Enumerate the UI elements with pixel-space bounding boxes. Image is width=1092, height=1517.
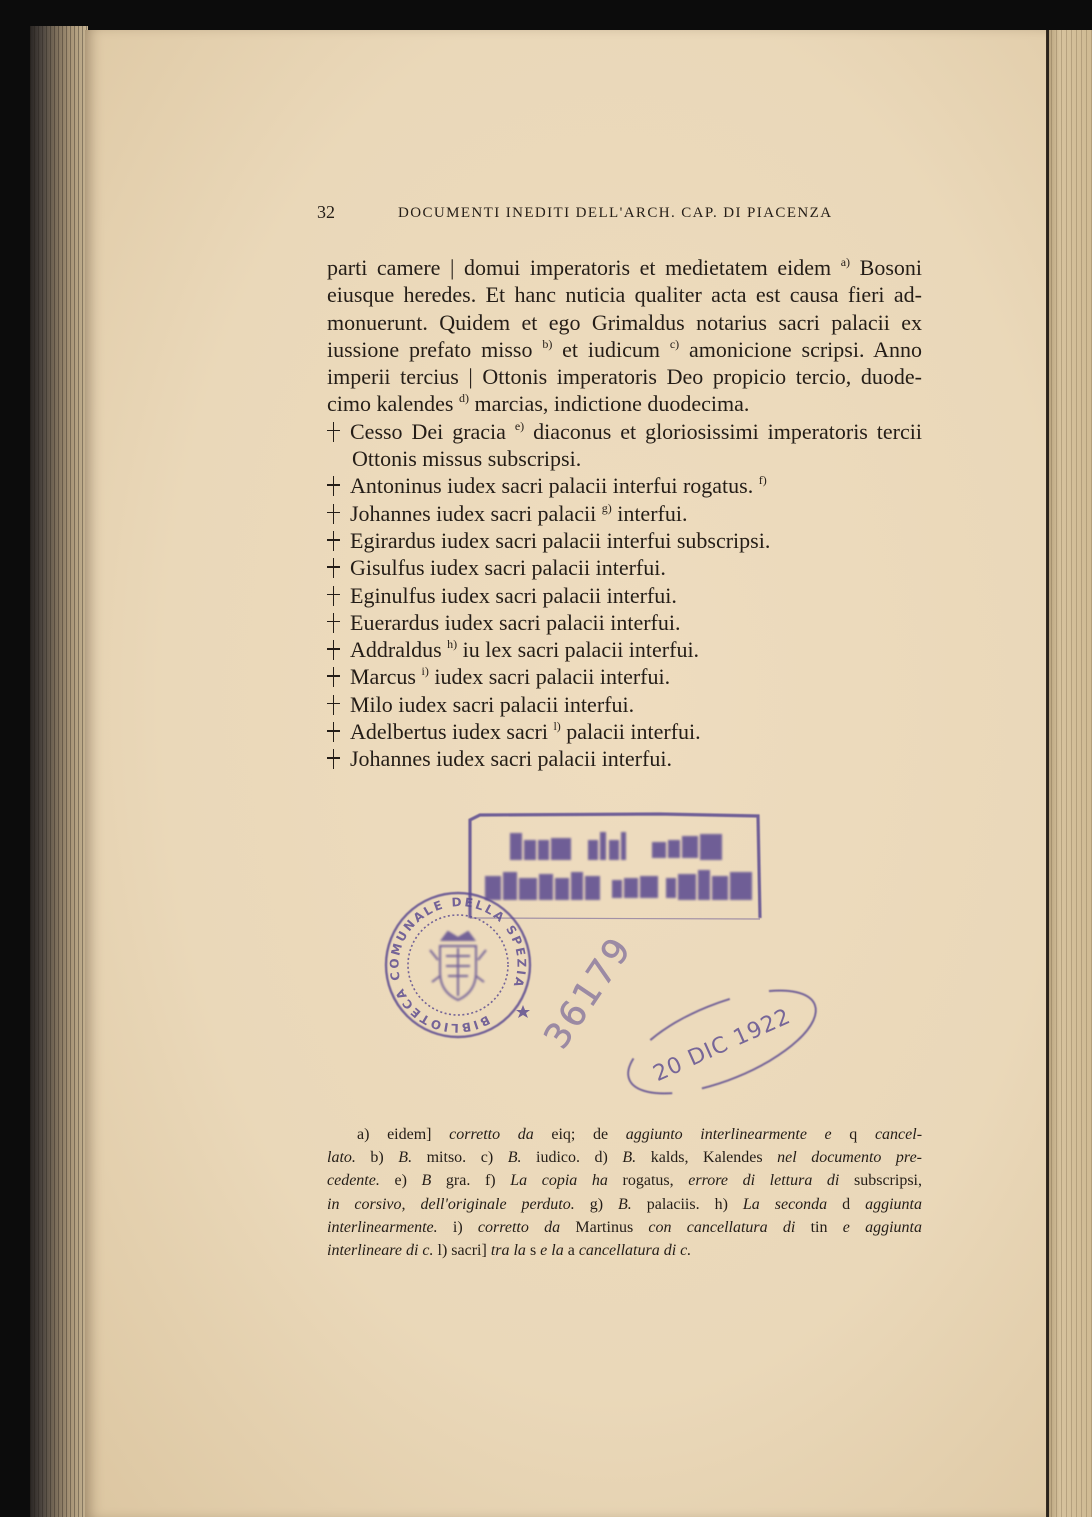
rectangular-stamp [470,814,760,919]
footnotes-line [327,1169,922,1192]
text-run: g) [574,1195,618,1213]
text-run: kalds, Kalendes [636,1149,778,1167]
body-line [327,691,922,718]
body-line [327,582,922,609]
footnote-reference: g) [601,500,612,515]
italic-text-run: nel documento pre- [777,1149,922,1167]
italic-text-run: B. [398,1149,413,1167]
book-page-edges-left [30,26,88,1517]
body-line [327,527,922,554]
italic-text-run: La seconda [742,1195,828,1213]
footnote-reference: i) [421,664,429,679]
italic-text-run: e la [540,1242,564,1260]
text-run: Bosoni [850,255,922,280]
text-run: et iudicum [552,336,670,362]
book-page-edges-right [1046,30,1092,1517]
text-run: q [831,1126,875,1143]
text-run: eiq; de [533,1126,626,1143]
text-run: palaciis. h) [631,1195,743,1213]
text-run: tin [795,1218,843,1236]
cross-icon [327,613,340,633]
footnote-reference: b) [542,336,553,351]
cross-icon [327,476,340,496]
seal-emblem-icon [430,932,486,1000]
italic-text-run: cancellatura di c. [578,1242,692,1260]
text-run: monuerunt. Quidem et ego Grimaldus notarius sacri palacii ex [327,309,922,335]
text-run: d [827,1195,866,1213]
body-line [327,718,922,745]
document-body-text [327,254,922,773]
footnote-reference: h) [447,637,458,652]
cross-icon [327,640,340,660]
text-run: Marcus [350,664,422,690]
running-head: DOCUMENTI INEDITI DELL'ARCH. CAP. DI PIACENZA [398,205,833,221]
cross-icon [327,667,340,687]
cross-icon [327,695,340,715]
text-run: mitso. c) [412,1149,508,1167]
body-line [327,418,922,445]
body-line [327,363,922,390]
text-run: Johannes iudex sacri palacii interfui. [350,746,672,772]
footnote-reference: c) [669,336,680,351]
text-run: Johannes iudex sacri palacii [350,500,602,526]
text-run: i) [437,1218,478,1236]
italic-text-run: interlineare di c. [327,1242,434,1260]
text-run: subscripsi, [839,1172,923,1190]
italic-text-run: B. [617,1195,632,1213]
body-line [327,281,922,308]
body-line [327,390,922,417]
italic-text-run: lato. [327,1149,356,1167]
cross-icon [327,531,340,551]
date-stamp [615,969,829,1100]
italic-text-run: aggiunto interlinearmente e [625,1126,832,1143]
body-line [327,609,922,636]
footnotes [327,1123,922,1262]
footnote-reference: a) [840,255,851,269]
text-run: Euerardus iudex sacri palacii interfui. [350,609,681,635]
italic-text-run: in corsivo, dell'originale perduto. [327,1195,575,1213]
italic-text-run: B. [507,1149,522,1167]
footnote-reference: l) [553,719,561,734]
text-run: interfui. [611,500,688,526]
body-line [327,336,922,363]
text-run: a) eidem] [357,1126,450,1143]
italic-text-run: corretto da [477,1218,561,1236]
body-line [327,445,922,472]
text-run: eiusque heredes. Et hanc nuticia qualiter acta est causa fieri ad- [327,282,922,308]
text-run: Gisulfus iudex sacri palacii interfui. [350,555,666,581]
italic-text-run: interlinearmente. [327,1218,438,1236]
text-run: diaconus et gloriosissimi imperatoris tercii [524,418,922,444]
date-stamp-text: 20 DIC 1922 [649,1003,795,1087]
text-run: b) [355,1149,399,1167]
cross-icon [327,722,340,742]
text-run: Egirardus iudex sacri palacii interfui subscripsi. [350,527,771,553]
body-line [327,309,922,336]
text-run: Antoninus iudex sacri palacii interfui rogatus. [350,473,759,499]
page-number: 32 [317,202,335,222]
footnotes-line [327,1216,922,1239]
text-run: iussione prefato misso [327,336,543,362]
text-run: Addraldus [350,637,448,663]
italic-text-run: B. [622,1149,637,1167]
italic-text-run: cancel- [874,1126,923,1143]
footnote-reference: d) [458,391,469,406]
stamp-illegible-text-row-2 [485,870,752,900]
text-run: amonicione scripsi. Anno [679,336,922,362]
stamp-illegible-text-row-1 [510,832,722,860]
footnotes-line [327,1123,922,1146]
text-run: iudex sacri palacii interfui. [428,664,671,690]
cross-icon [327,558,340,578]
italic-text-run: con cancellatura di [648,1218,796,1236]
footnotes-line [327,1146,922,1169]
italic-text-run: errore di lettura di [688,1172,840,1190]
circular-library-seal [386,893,530,1037]
footnote-reference: f) [758,473,767,488]
body-line [327,472,922,499]
italic-text-run: La copia ha [510,1172,608,1190]
text-run: s [525,1242,541,1260]
body-line [327,745,922,772]
text-run: l) sacri] [433,1242,491,1260]
italic-text-run: B [421,1172,432,1190]
text-run: gra. f) [431,1172,511,1190]
text-run: iu lex sacri palacii interfui. [457,637,700,663]
footnote-reference: e) [514,418,525,433]
text-run: parti camere | domui imperatoris et medietatem eidem [327,255,841,280]
text-run: Cesso Dei gracia [350,418,515,444]
text-run: imperii tercius | Ottonis imperatoris Deo propicio tercio, duode- [327,364,922,390]
italic-text-run: e aggiunta [842,1218,922,1236]
text-run: rogatus, [607,1172,689,1190]
italic-text-run: aggiunta [865,1195,922,1213]
text-run: a [563,1242,579,1260]
italic-text-run: tra la [490,1242,526,1260]
cross-icon [327,504,340,524]
body-line [327,554,922,581]
library-stamps [360,800,840,1100]
body-line [327,254,922,281]
text-run: Milo iudex sacri palacii interfui. [350,691,635,717]
text-run: e) [379,1172,422,1190]
text-run: cimo kalendes [327,391,459,417]
cross-icon [327,586,340,606]
seal-ring-textpath: BIBLIOTECA COMUNALE DELLA SPEZIA [387,894,529,1035]
footnotes-line [327,1193,922,1216]
italic-text-run: cedente. [327,1172,380,1190]
footnotes-line [327,1239,922,1262]
text-run: iudico. d) [521,1149,623,1167]
body-line [327,636,922,663]
body-line [327,663,922,690]
text-run: Eginulfus iudex sacri palacii interfui. [350,582,677,608]
cross-icon [327,749,340,769]
text-run: Adelbertus iudex sacri [350,719,554,745]
text-run: marcias, indictione duodecima. [468,391,750,417]
seal-star-icon [516,1005,530,1018]
italic-text-run: corretto da [449,1126,534,1143]
inventory-number-stamp: 36179 [536,929,641,1057]
text-run: Ottonis missus subscripsi. [352,446,582,472]
text-run: palacii interfui. [560,719,701,745]
body-line [327,500,922,527]
text-run: Martinus [560,1218,649,1236]
cross-icon [327,422,340,442]
